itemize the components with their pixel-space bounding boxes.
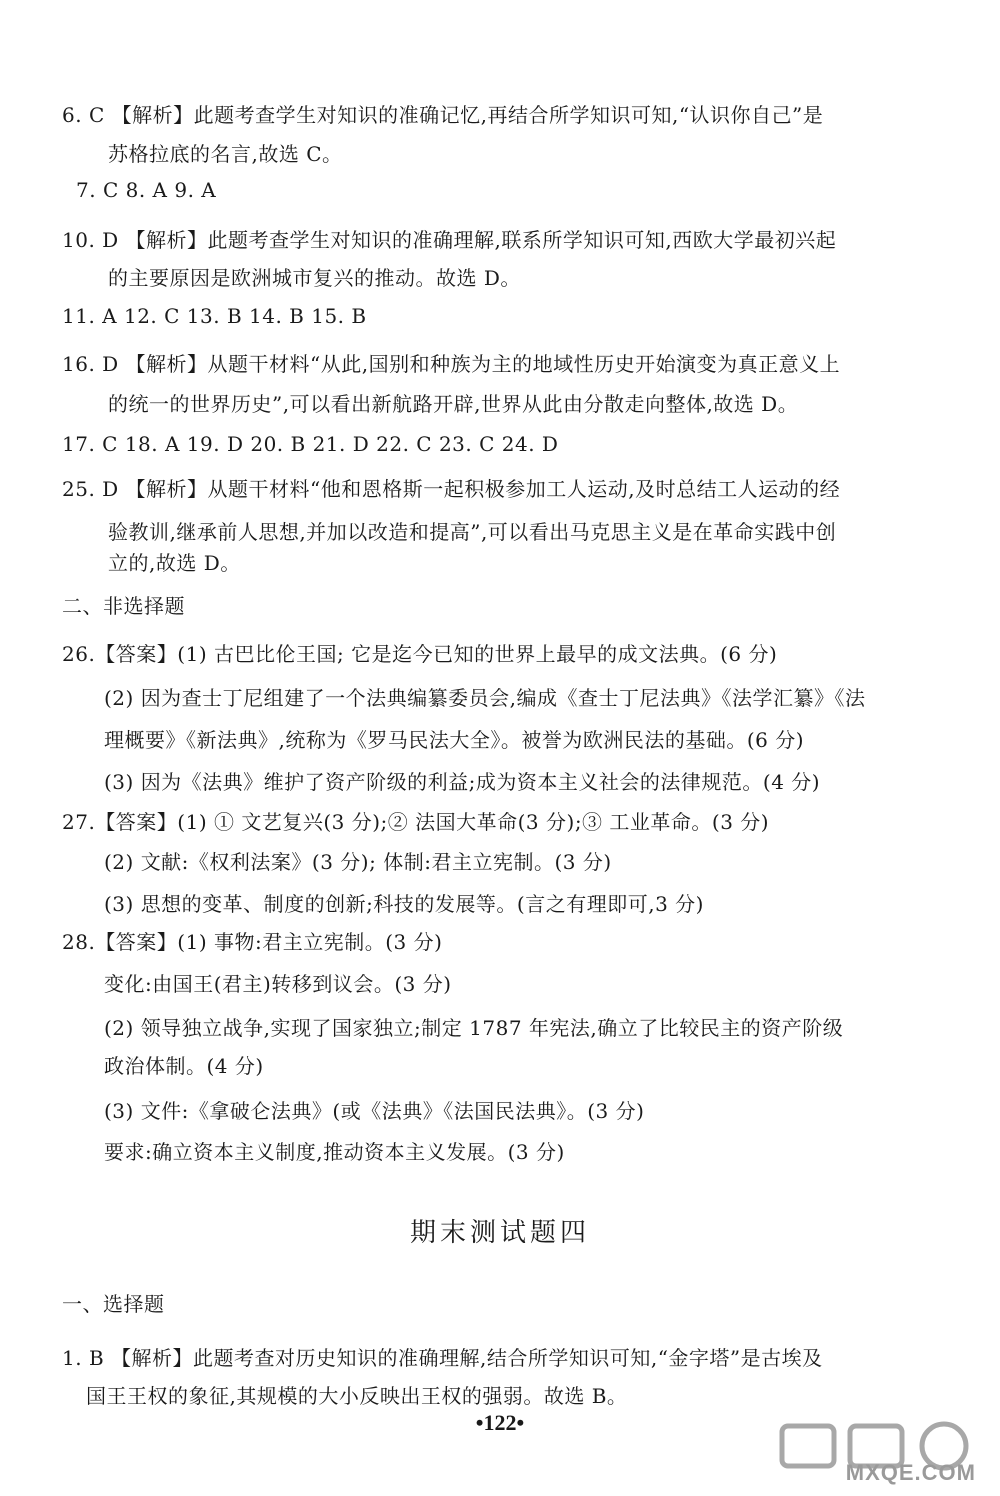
text-line: 理概要》《新法典》,统称为《罗马民法大全》。被誉为欧洲民法的基础。(6 分) [104, 728, 805, 752]
text-line: 17. C 18. A 19. D 20. B 21. D 22. C 23. C 24. D [62, 432, 559, 456]
text-line: 28.【答案】(1) 事物:君主立宪制。(3 分) [62, 930, 443, 954]
page-number: •122• [475, 1410, 525, 1435]
text-line: 一、选择题 [62, 1292, 165, 1316]
text-line: 1. B 【解析】此题考查对历史知识的准确理解,结合所学知识可知,“金字塔”是古埃及 [62, 1346, 823, 1370]
text-line: 变化:由国王(君主)转移到议会。(3 分) [104, 972, 452, 996]
text-line: 26.【答案】(1) 古巴比伦王国; 它是迄今已知的世界上最早的成文法典。(6 分) [62, 642, 778, 666]
text-line: 27.【答案】(1) ① 文艺复兴(3 分);② 法国大革命(3 分);③ 工业革命。(3 分) [62, 810, 770, 834]
text-line: 的主要原因是欧洲城市复兴的推动。故选 D。 [108, 266, 521, 290]
text-line: 11. A 12. C 13. B 14. B 15. B [62, 304, 367, 328]
text-line: (3) 思想的变革、制度的创新;科技的发展等。(言之有理即可,3 分) [104, 892, 704, 916]
text-line: 苏格拉底的名言,故选 C。 [108, 142, 343, 166]
text-line: 7. C 8. A 9. A [76, 178, 217, 202]
section-title: 期末测试题四 [409, 1218, 590, 1248]
text-line: 验教训,继承前人思想,并加以改造和提高”,可以看出马克思主义是在革命实践中创 [108, 520, 837, 544]
text-line: (2) 文献:《权利法案》(3 分); 体制:君主立宪制。(3 分) [104, 850, 612, 874]
text-line: 二、非选择题 [62, 594, 185, 618]
text-line: (3) 因为《法典》维护了资产阶级的利益;成为资本主义社会的法律规范。(4 分) [104, 770, 821, 794]
text-line: 立的,故选 D。 [108, 551, 241, 575]
text-line: (3) 文件:《拿破仑法典》(或《法典》《法国民法典》。(3 分) [104, 1099, 645, 1123]
watermark-text: MXQE.COM [845, 1460, 976, 1485]
text-line: 6. C 【解析】此题考查学生对知识的准确记忆,再结合所学知识可知,“认识你自己”是 [62, 103, 824, 127]
text-line: 的统一的世界历史”,可以看出新航路开辟,世界从此由分散走向整体,故选 D。 [108, 392, 799, 416]
text-line: 政治体制。(4 分) [104, 1054, 264, 1078]
text-line: 10. D 【解析】此题考查学生对知识的准确理解,联系所学知识可知,西欧大学最初兴起 [62, 228, 837, 252]
text-line: 要求:确立资本主义制度,推动资本主义发展。(3 分) [104, 1140, 565, 1164]
text-line: 25. D 【解析】从题干材料“他和恩格斯一起积极参加工人运动,及时总结工人运动的经 [62, 477, 841, 501]
text-line: 16. D 【解析】从题干材料“从此,国别和种族为主的地域性历史开始演变为真正意义上 [62, 352, 841, 376]
text-line: (2) 因为查士丁尼组建了一个法典编纂委员会,编成《查士丁尼法典》《法学汇纂》《法 [104, 686, 866, 710]
text-line: (2) 领导独立战争,实现了国家独立;制定 1787 年宪法,确立了比较民主的资产阶级 [104, 1016, 844, 1040]
text-line: 国王王权的象征,其规模的大小反映出王权的强弱。故选 B。 [86, 1384, 628, 1408]
